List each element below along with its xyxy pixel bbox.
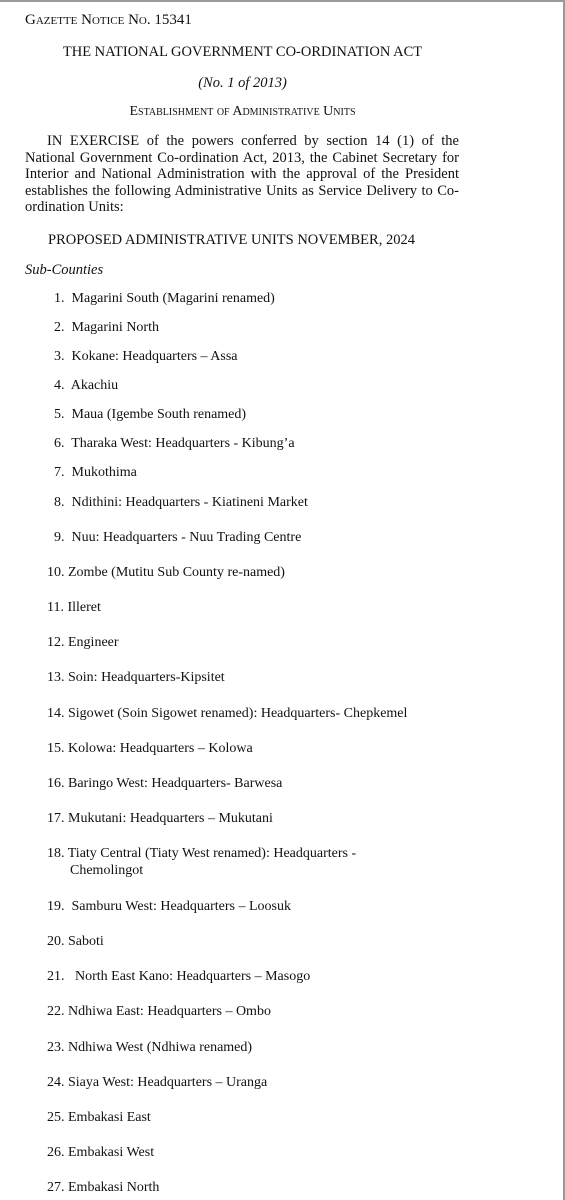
list-item-label: 23. Ndhiwa West (Ndhiwa renamed) [47, 1040, 253, 1055]
list-item-label: 18. Tiaty Central (Tiaty West renamed): Headquarters - [47, 846, 357, 861]
section-title: Establishment of Administrative Units [129, 104, 356, 119]
list-item [47, 1039, 252, 1056]
list-item [47, 775, 282, 792]
list-item-label: 9. Nuu: Headquarters - Nuu Trading Centre [47, 530, 302, 545]
page-top-border [0, 0, 565, 2]
notice-prefix: Gazette Notice No. [25, 12, 151, 28]
list-item-label: 6. Tharaka West: Headquarters - Kibung’a [47, 436, 295, 451]
list-item [47, 564, 285, 581]
list-item [47, 968, 310, 985]
list-item [47, 740, 253, 757]
proposed-title: PROPOSED ADMINISTRATIVE UNITS NOVEMBER, 2024 [48, 232, 415, 248]
list-item [47, 705, 407, 722]
act-title: THE NATIONAL GOVERNMENT CO-ORDINATION ACT [62, 44, 423, 60]
list-item [47, 810, 273, 827]
notice-number: 15341 [154, 12, 192, 28]
gazette-notice-heading [25, 12, 192, 29]
list-item-label: 15. Kolowa: Headquarters – Kolowa [47, 741, 253, 756]
list-item [47, 1109, 151, 1126]
sub-counties-heading: Sub-Counties [25, 262, 104, 278]
list-item [47, 435, 295, 452]
list-item-label: 4. Akachiu [47, 378, 119, 393]
list-item [47, 377, 118, 394]
list-item-label: 22. Ndhiwa East: Headquarters – Ombo [47, 1004, 271, 1019]
intro-paragraph: IN EXERCISE of the powers conferred by section 14 (1) of the National Government Co-ordination Act, 2013, the Cabinet Secretary for Interior and National Administration with the approval of the President establishes the following Administrative Units as Service Delivery to Co-ordination Units: [25, 133, 459, 215]
list-item-label: 14. Sigowet (Soin Sigowet renamed): Headquarters- Chepkemel [47, 706, 408, 721]
list-item-label: 26. Embakasi West [47, 1145, 155, 1160]
list-item [47, 406, 246, 423]
list-item-label: 13. Soin: Headquarters-Kipsitet [47, 670, 225, 685]
list-item [47, 1074, 267, 1091]
list-item-continuation: Chemolingot [70, 863, 144, 878]
list-item-label: 1. Magarini South (Magarini renamed) [47, 291, 275, 306]
list-item [47, 1003, 271, 1020]
list-item-label: 27. Embakasi North [47, 1180, 160, 1195]
list-item-label: 8. Ndithini: Headquarters - Kiatineni Market [47, 495, 308, 510]
list-item-label: 19. Samburu West: Headquarters – Loosuk [47, 899, 291, 914]
list-item-label: 24. Siaya West: Headquarters – Uranga [47, 1075, 268, 1090]
list-item [47, 494, 308, 511]
list-item-label: 10. Zombe (Mutitu Sub County re-named) [47, 565, 285, 580]
list-item-label: 5. Maua (Igembe South renamed) [47, 407, 247, 422]
list-item-label: 2. Magarini North [47, 320, 159, 335]
list-item [47, 634, 119, 651]
list-item-label: 11. Illeret [47, 600, 101, 615]
list-item-label: 3. Kokane: Headquarters – Assa [47, 349, 238, 364]
list-item-label: 12. Engineer [47, 635, 119, 650]
list-item-label: 7. Mukothima [47, 465, 137, 480]
list-item-label: 25. Embakasi East [47, 1110, 151, 1125]
list-item [47, 1179, 159, 1196]
list-item [47, 845, 356, 879]
list-item [47, 348, 238, 365]
list-item [47, 1144, 154, 1161]
list-item-label: 16. Baringo West: Headquarters- Barwesa [47, 776, 283, 791]
list-item [47, 599, 101, 616]
list-item [47, 319, 159, 336]
act-number: (No. 1 of 2013) [198, 75, 287, 91]
list-item-label: 17. Mukutani: Headquarters – Mukutani [47, 811, 273, 826]
list-item [47, 933, 104, 950]
list-item-label: 21. North East Kano: Headquarters – Masogo [47, 969, 311, 984]
list-item [47, 898, 291, 915]
list-item-label: 20. Saboti [47, 934, 104, 949]
list-item [47, 290, 275, 307]
list-item [47, 464, 137, 481]
list-item [47, 529, 301, 546]
list-item [47, 669, 225, 686]
